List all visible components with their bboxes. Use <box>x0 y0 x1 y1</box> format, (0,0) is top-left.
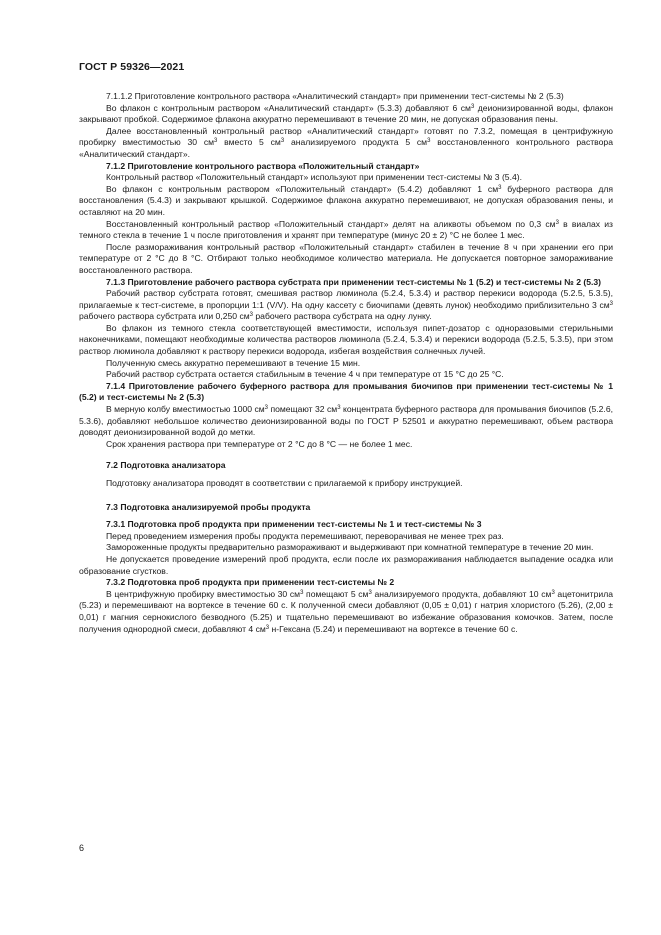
text-run: восстановленного контрольного раствора «Аналитический стандарт». <box>79 137 613 159</box>
text-run: Перед проведением измерения пробы продукта перемешивают, переворачивая не менее трех раз. <box>106 530 504 541</box>
text-run: н-Гексана (5.24) и перемешивают на вортексе в течение 60 с. <box>269 623 518 634</box>
text-run: Восстановленный контрольный раствор «Положительный стандарт» делят на аликвоты объемом по 0,3 см <box>106 218 556 229</box>
superscript: 3 <box>609 300 613 307</box>
superscript: 3 <box>214 138 218 145</box>
section-heading <box>79 381 613 404</box>
text-run: Полученную смесь аккуратно перемешивают в течение 15 мин. <box>106 357 361 368</box>
text-run: 7.3 Подготовка анализируемой пробы продукта <box>106 501 311 512</box>
superscript: 3 <box>280 138 285 145</box>
paragraph <box>79 542 613 554</box>
superscript: 3 <box>427 138 431 145</box>
paragraph <box>79 219 613 242</box>
superscript: 3 <box>470 103 475 110</box>
text-run: анализируемого продукта, добавляют 10 см <box>371 588 552 599</box>
text-run: Рабочий раствор субстрата готовят, смешивая раствор люминола (5.2.4, 5.3.4) и раствор перекиси водорода (5.2.5, 5.3.5), прилагаемые к тест-системе, в пропорции 1:1 (V/V). На одну кассету с биочипами (девять лунок) необходимо приблизительно 3 см <box>79 288 613 310</box>
text-run: Контрольный раствор «Положительный стандарт» используют при применении тест-системы № 3 (5.4). <box>106 172 523 183</box>
paragraph <box>79 242 613 277</box>
text-run: рабочего раствора субстрата на одну лунку. <box>253 311 432 322</box>
section-heading <box>79 460 613 472</box>
superscript: 3 <box>551 589 555 596</box>
text-run: Срок хранения раствора при температуре от 2 °С до 8 °С — не более 1 мес. <box>106 438 413 449</box>
text-run: Не допускается проведение измерений проб продукта, если после их размораживания наблюдается выпадение осадка или образование сгустков. <box>79 553 613 576</box>
text-run: Во флакон из темного стекла соответствующей вместимости, используя пипет-дозатор с одноразовыми стерильными наконечниками, помещают необходимые количества растворов люминола (5.2.4, 5.3.4) и перекиси водорода (5.2.5, 5.3.5), при этом раствор люминола добавляют к раствору перекиси водорода, избегая воздействия солнечных лучей. <box>79 322 613 357</box>
section-heading <box>79 161 613 173</box>
text-run: концентрата буферного раствора для промывания биочипов (5.2.6, 5.3.6), добавляют небольшое количество деионизированной воды по ГОСТ Р 52501 и аккуратно перемешивают, объем раствора доводят деионизированной водой до метки. <box>79 404 613 438</box>
text-run: 7.1.1.2 Приготовление контрольного раствора «Аналитический стандарт» при применении тест-системы № 2 (5.3) <box>106 91 564 101</box>
paragraph <box>79 184 613 219</box>
superscript: 3 <box>264 405 269 412</box>
paragraph <box>79 531 613 543</box>
superscript: 3 <box>265 624 270 631</box>
paragraph <box>79 478 613 490</box>
document-header: ГОСТ Р 59326—2021 <box>79 61 185 73</box>
paragraph <box>79 172 613 184</box>
text-run: 7.1.2 Приготовление контрольного раствора «Положительный стандарт» <box>106 160 420 171</box>
section-heading <box>79 502 613 514</box>
paragraph <box>79 91 613 103</box>
page-number: 6 <box>79 843 85 853</box>
paragraph <box>79 554 613 577</box>
section-heading <box>79 519 613 531</box>
paragraph <box>79 126 613 161</box>
section-heading <box>79 277 613 289</box>
text-run: 7.3.1 Подготовка проб продукта при применении тест-системы № 1 и тест-системы № 3 <box>106 519 482 530</box>
text-run: ацетонитрила (5.23) и перемешивают на вортексе в течение 60 с. К полученной смеси добавляют (0,05 ± 0,01) г натрия хлористого (5.26), (2,00 ± 0,01) г магния сернокислого безводного (5.25) и тщательно перемешивают во избежание образования комочков. Затем, после получения однородной смеси, добавляют 4 см <box>79 588 613 634</box>
superscript: 3 <box>249 312 253 319</box>
text-run: Замороженные продукты предварительно размораживают и выдерживают при комнатной температуре в течение 20 мин. <box>106 542 594 553</box>
text-run: Рабочий раствор субстрата остается стабильным в течение 4 ч при температуре от 15 °С до 25 °С. <box>106 369 504 380</box>
text-run: помещают 5 см <box>303 588 369 599</box>
text-run: Подготовку анализатора проводят в соответствии с прилагаемой к прибору инструкцией. <box>106 478 463 488</box>
text-run: помещают 32 см <box>268 404 338 415</box>
text-run: После размораживания контрольный раствор «Положительный стандарт» стабилен в течение 8 ч при хранении его при температуре от 2 °С до 8 °С. Отбирают только необходимое количество материала. Не допускается повторное замораживание восстановленного раствора. <box>79 241 613 275</box>
text-run: В центрифужную пробирку вместимостью 30 см <box>106 588 301 599</box>
paragraph <box>79 589 613 635</box>
text-run: вместо 5 см <box>217 137 281 148</box>
superscript: 3 <box>300 589 304 596</box>
paragraph <box>79 103 613 126</box>
paragraph <box>79 369 613 381</box>
paragraph <box>79 439 613 451</box>
text-run: Далее восстановленный контрольный раствор «Аналитический стандарт» готовят по 7.3.2, помещая в центрифужную пробирку вместимостью 30 см <box>79 125 613 148</box>
superscript: 3 <box>498 184 502 191</box>
text-run: Во флакон с контрольным раствором «Аналитический стандарт» (5.3.3) добавляют 6 см <box>106 102 471 113</box>
text-run: рабочего раствора субстрата или 0,250 см <box>79 311 250 322</box>
superscript: 3 <box>555 219 559 226</box>
document-body <box>79 91 613 635</box>
section-heading <box>79 577 613 589</box>
text-run: 7.2 Подготовка анализатора <box>106 460 226 471</box>
text-run: 7.3.2 Подготовка проб продукта при применении тест-системы № 2 <box>106 577 395 588</box>
superscript: 3 <box>368 589 372 596</box>
text-run: анализируемого продукта 5 см <box>284 137 428 148</box>
paragraph <box>79 288 613 323</box>
superscript: 3 <box>337 405 341 412</box>
text-run: В мерную колбу вместимостью 1000 см <box>106 404 265 415</box>
paragraph <box>79 404 613 439</box>
text-run: в виалах из темного стекла в течение 1 ч после приготовления и хранят при температуре (минус 20 ± 2) °С не более 1 мес. <box>79 218 613 241</box>
text-run: деионизированной воды, флакон закрывают пробкой. Содержимое флакона аккуратно перемешивают в течение 20 мин, не допуская образования пены. <box>79 102 613 125</box>
text-run: буферного раствора для восстановления (5.4.3) и закрывают крышкой. Содержимое флакона аккуратно перемешивают, не допуская образования пены, и оставляют на 20 мин. <box>79 183 613 217</box>
paragraph <box>79 358 613 370</box>
text-run: Во флакон с контрольным раствором «Положительный стандарт» (5.4.2) добавляют 1 см <box>106 183 499 194</box>
text-run: 7.1.4 Приготовление рабочего буферного раствора для промывания биочипов при применении тест-системы № 1 (5.2) и тест-системы № 2 (5.3) <box>79 380 613 403</box>
text-run: 7.1.3 Приготовление рабочего раствора субстрата при применении тест-системы № 1 (5.2) и тест-системы № 2 (5.3) <box>106 276 602 287</box>
paragraph <box>79 323 613 358</box>
